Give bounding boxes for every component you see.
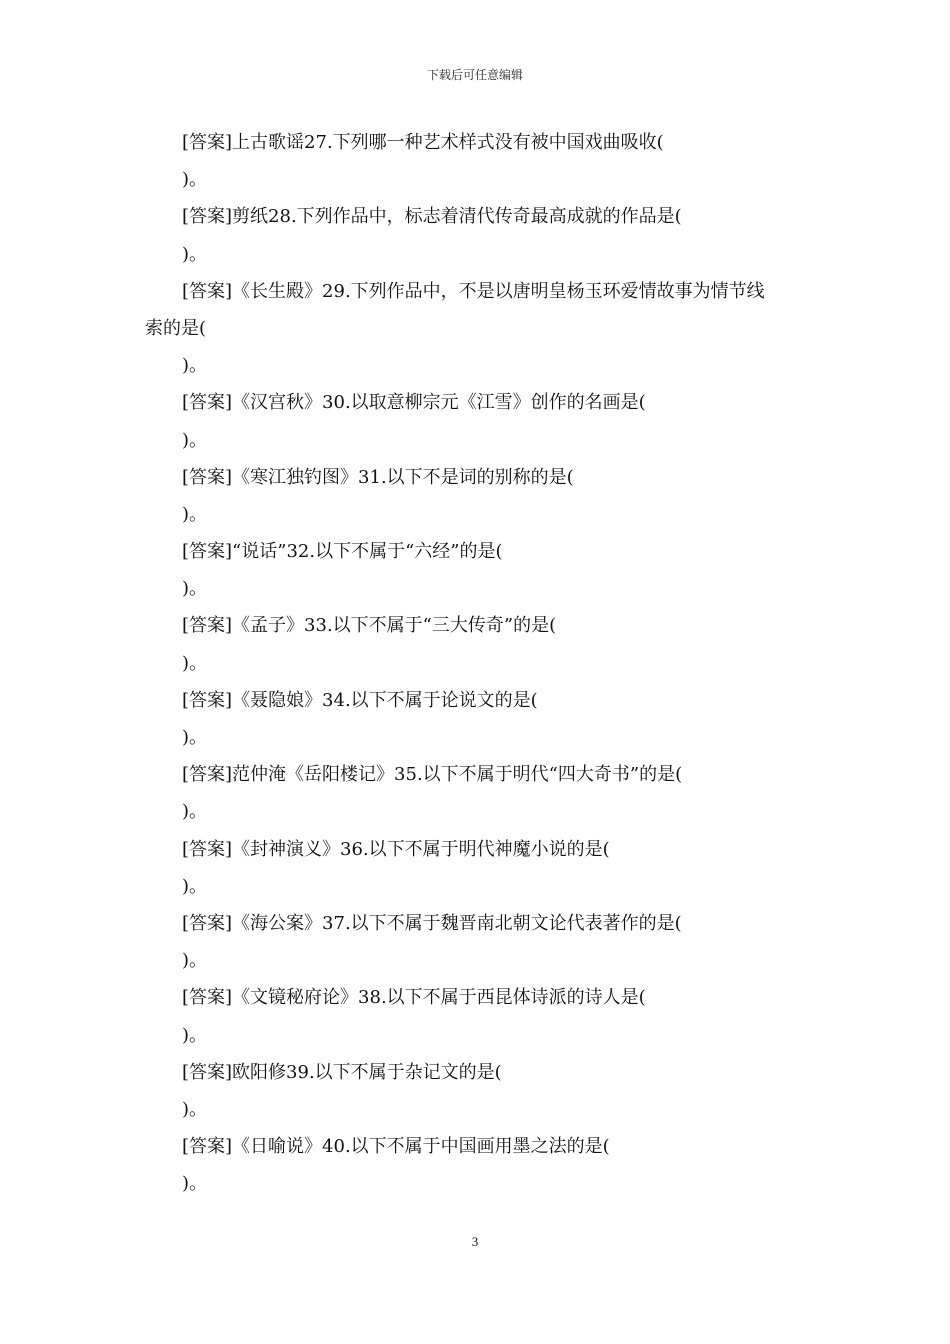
text-line: )。 <box>182 727 208 748</box>
text-line: [答案]剪纸28.下列作品中，标志着清代传奇最高成就的作品是( <box>182 206 682 228</box>
text-line: [答案]《海公案》37.以下不属于魏晋南北朝文论代表著作的是( <box>182 912 682 934</box>
text-line: )。 <box>182 801 208 823</box>
text-line: [答案]范仲淹《岳阳楼记》35.以下不属于明代“四大奇书”的是( <box>182 764 683 786</box>
text-line: 索的是( <box>145 317 207 339</box>
text-line: [答案]欧阳修39.以下不属于杂记文的是( <box>182 1061 502 1083</box>
text-line: )。 <box>182 950 208 972</box>
text-line: [答案]《日喻说》40.以下不属于中国画用墨之法的是( <box>182 1136 610 1158</box>
text-line: [答案]《汉宫秋》30.以取意柳宗元《江雪》创作的名画是( <box>182 392 646 414</box>
text-line: )。 <box>182 578 208 600</box>
text-line: )。 <box>182 169 208 191</box>
text-line: )。 <box>182 503 208 525</box>
text-line: [答案]《孟子》33.以下不属于“三大传奇”的是( <box>182 615 557 637</box>
text-line: [答案]《封神演义》36.以下不属于明代神魔小说的是( <box>182 838 610 860</box>
text-line: )。 <box>182 243 208 265</box>
page-number: 3 <box>471 1234 479 1249</box>
text-line: )。 <box>182 875 208 897</box>
text-line: )。 <box>182 429 208 451</box>
text-line: [答案]《长生殿》29.下列作品中，不是以唐明皇杨玉环爱情故事为情节线 <box>182 280 765 302</box>
text-line: )。 <box>182 652 208 674</box>
document-body <box>0 124 950 1202</box>
text-line: [答案]上古歌谣27.下列哪一种艺术样式没有被中国戏曲吸收( <box>182 132 664 153</box>
text-line: [答案]“说话”32.以下不属于“六经”的是( <box>182 541 503 563</box>
page-header: 下载后可任意编辑 <box>426 68 523 82</box>
text-line: )。 <box>182 1173 208 1195</box>
text-line: )。 <box>182 355 208 377</box>
text-line: [答案]《寒江独钓图》31.以下不是词的别称的是( <box>182 466 574 488</box>
text-line: [答案]《聂隐娘》34.以下不属于论说文的是( <box>182 689 538 711</box>
text-line: [答案]《文镜秘府论》38.以下不属于西昆体诗派的诗人是( <box>182 987 646 1009</box>
text-line: )。 <box>182 1098 208 1120</box>
text-line: )。 <box>182 1024 208 1046</box>
